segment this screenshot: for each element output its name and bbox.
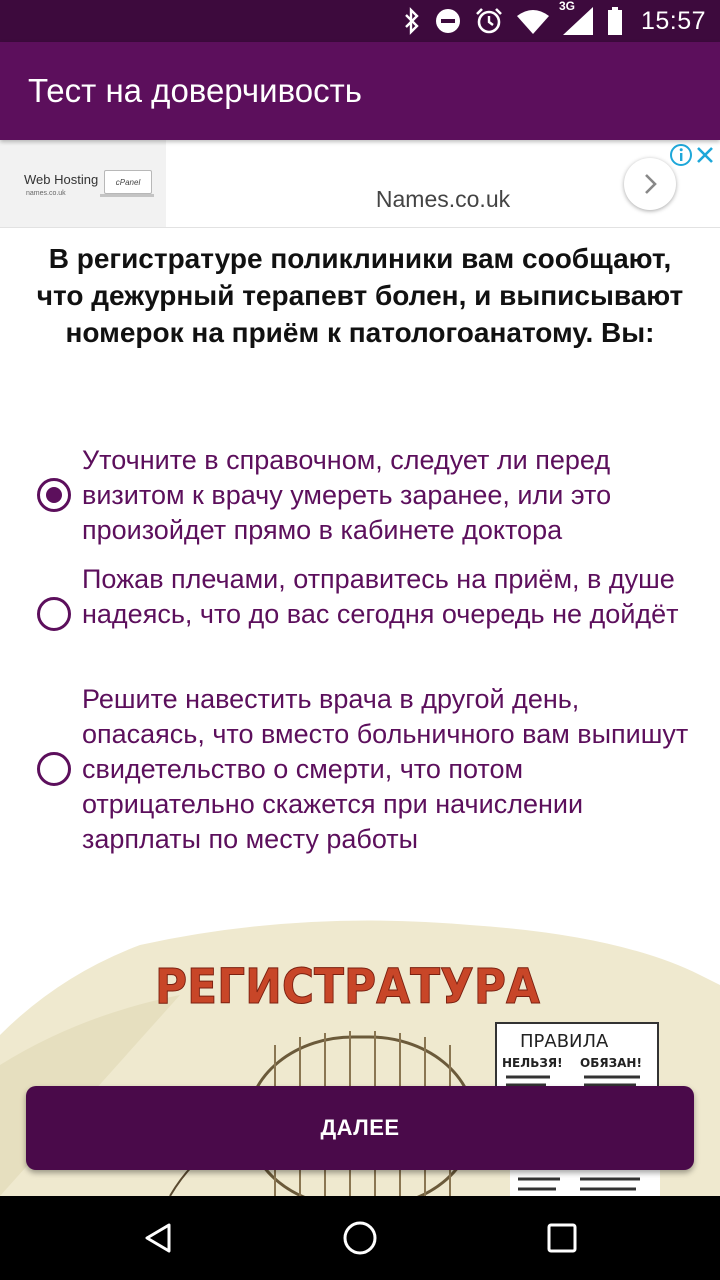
navigation-bar [0,1196,720,1280]
answer-option-2[interactable] [0,562,720,668]
next-button[interactable]: ДАЛЕЕ [26,1086,694,1170]
answer-option-text[interactable]: Уточните в справочном, следует ли перед визитом к врачу умереть заранее, или это произойдет прямо в кабинете доктора [82,445,612,545]
ad-logo[interactable] [0,140,166,227]
radio-button-selected[interactable] [37,478,71,512]
ad-logo-shelf [100,194,154,197]
ad-logo-badge: cPanel [104,170,152,194]
cell-signal-icon [558,0,593,35]
poster-right: ОБЯЗАН! [580,1056,642,1070]
chevron-right-icon [640,172,660,196]
answer-option-1[interactable] [0,443,720,549]
ad-logo-title: Web Hosting [24,172,99,187]
ad-logo-sub: names.co.uk [26,190,66,197]
home-icon[interactable] [336,1214,384,1262]
ad-open-button[interactable] [624,158,676,210]
question-text: В регистратуре поликлиники вам сообщают, что дежурный терапевт болен, и выписывают номерок на приём к патологоанатому. Вы: [36,243,684,348]
battery-icon [607,7,623,35]
answer-option-text[interactable]: Пожав плечами, отправитесь на приём, в душе надеясь, что до вас сегодня очередь не дойдёт [82,564,679,629]
ad-info-icon[interactable] [670,144,692,171]
illustration-sign-text: РЕГИСТРАТУРА [155,959,540,1015]
wifi-icon [517,8,549,34]
radio-button[interactable] [37,752,71,786]
answer-option-text[interactable]: Решите навестить врача в другой день, опасаясь, что вместо больничного вам выпишут свидетельство о смерти, что потом отрицательно скажется при начислении зарплаты по месту работы [82,684,689,854]
status-bar [0,0,720,42]
network-label: 3G [558,0,575,13]
clock: 15:57 [640,6,706,35]
app-bar [0,42,720,140]
back-icon[interactable] [134,1214,182,1262]
poster-left: НЕЛЬЗЯ! [502,1056,563,1070]
app-title: Тест на доверчивость [28,72,362,109]
ad-text[interactable]: Names.co.uk [375,186,511,212]
radio-button[interactable] [37,597,71,631]
poster-title: ПРАВИЛА [520,1031,609,1052]
do-not-disturb-icon [435,8,461,34]
answer-option-3[interactable] [0,682,720,858]
alarm-icon [475,7,503,35]
ad-banner[interactable] [0,140,720,228]
recents-icon[interactable] [538,1214,586,1262]
bluetooth-icon [403,7,421,35]
ad-close-icon[interactable] [696,146,714,169]
